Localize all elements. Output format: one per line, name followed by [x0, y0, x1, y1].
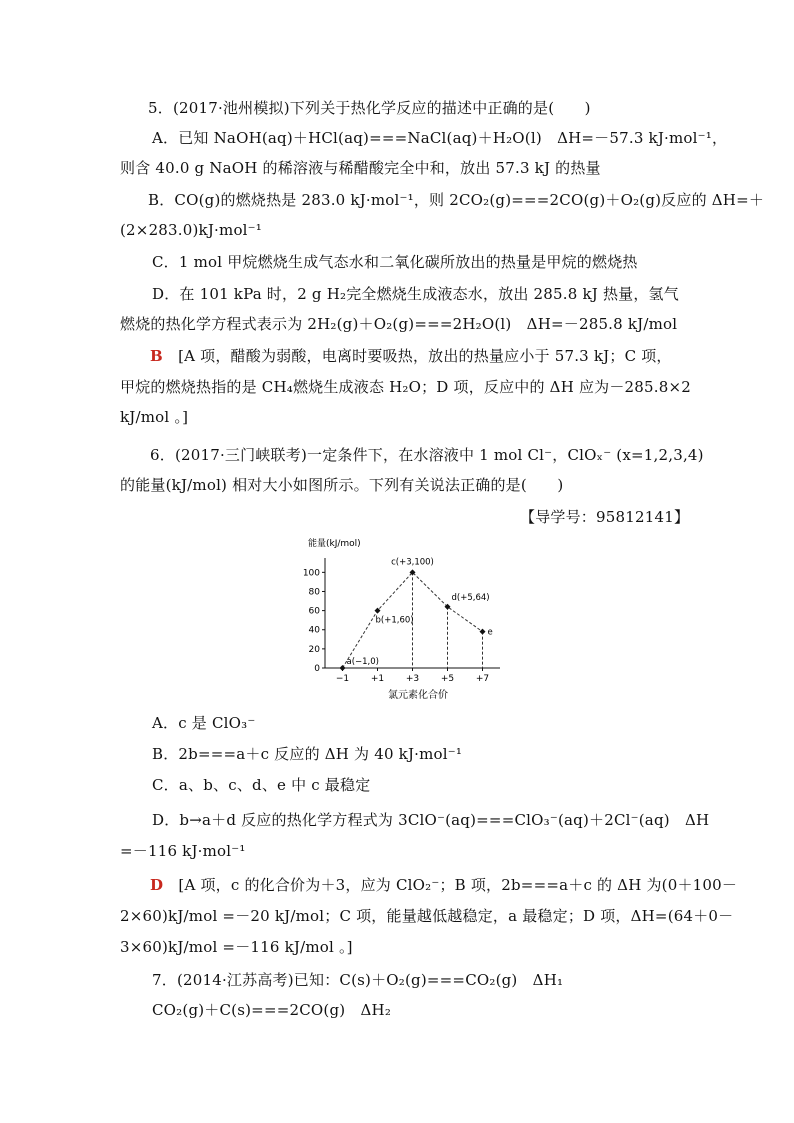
q6-explanation-line1 [150, 875, 737, 895]
data-label-a: a(−1,0) [346, 657, 379, 667]
q6-explanation-line3: 3×60)kJ/mol =－116 kJ/mol 。] [120, 938, 353, 956]
data-label-e: e [487, 627, 493, 638]
data-label-c: c(+3,100) [391, 557, 434, 568]
y-tick-label: 100 [302, 568, 320, 579]
x-tick-label: +3 [405, 674, 420, 684]
q5-answer-letter: B [150, 347, 163, 365]
q7-equation-2: CO₂(g)＋C(s)===2CO(g) ΔH₂ [152, 1001, 392, 1019]
x-tick-label: +7 [475, 674, 490, 684]
q5-explanation-text1: [A 项，醋酸为弱酸，电离时要吸热，放出的热量应小于 57.3 kJ；C 项， [178, 347, 672, 365]
q5-explanation-line1 [150, 346, 672, 366]
q7-stem: 7．(2014·江苏高考)已知：C(s)＋O₂(g)===CO₂(g) ΔH₁ [152, 971, 564, 989]
q5-option-c: C．1 mol 甲烷燃烧生成气态水和二氧化碳所放出的热量是甲烷的燃烧热 [152, 253, 638, 271]
y-tick-label: 0 [314, 664, 320, 674]
q6-explanation-text1: [A 项，c 的化合价为＋3，应为 ClO₂⁻；B 项，2b===a＋c 的 ΔH 为(0＋100－ [178, 876, 738, 894]
q6-option-b: B．2b===a＋c 反应的 ΔH 为 40 kJ·mol⁻¹ [152, 745, 463, 763]
q5-explanation-line3: kJ/mol 。] [120, 408, 189, 426]
x-tick-label: +5 [440, 674, 455, 684]
q5-option-a-line1: A．已知 NaOH(aq)＋HCl(aq)===NaCl(aq)＋H₂O(l) ΔH=－57.3 kJ·mol⁻¹， [152, 129, 728, 147]
q6-stem-line1: 6．(2017·三门峡联考)一定条件下，在水溶液中 1 mol Cl⁻，ClOₓ⁻ (x=1,2,3,4) [150, 446, 704, 464]
q5-option-d-line2: 燃烧的热化学方程式表示为 2H₂(g)＋O₂(g)===2H₂O(l) ΔH=－285.8 kJ/mol [120, 315, 678, 333]
x-tick-label: −1 [335, 674, 350, 684]
q5-stem: 5．(2017·池州模拟)下列关于热化学反应的描述中正确的是( ) [148, 99, 591, 117]
q6-option-d-line1: D．b→a＋d 反应的热化学方程式为 3ClO⁻(aq)===ClO₃⁻(aq)＋2Cl⁻(aq) ΔH [152, 811, 710, 829]
q5-option-b-line2: (2×283.0)kJ·mol⁻¹ [120, 221, 263, 239]
q6-answer-letter: D [150, 876, 164, 894]
energy-chart [300, 530, 520, 705]
data-label-b: b(+1,60) [375, 615, 414, 626]
y-tick-label: 40 [308, 625, 320, 636]
q5-explanation-line2: 甲烷的燃烧热指的是 CH₄燃烧生成液态 H₂O；D 项，反应中的 ΔH 应为－285.8×2 [120, 378, 691, 396]
y-tick-label: 20 [308, 644, 320, 655]
q5-option-a-line2: 则含 40.0 g NaOH 的稀溶液与稀醋酸完全中和，放出 57.3 kJ 的热量 [120, 159, 601, 177]
q6-option-a: A．c 是 ClO₃⁻ [152, 714, 256, 732]
chart-ylabel: 能量(kJ/mol) [308, 539, 361, 549]
q5-option-d-line1: D．在 101 kPa 时，2 g H₂完全燃烧生成液态水，放出 285.8 kJ 热量，氢气 [152, 285, 679, 303]
x-tick-label: +1 [370, 674, 385, 684]
q5-option-b-line1: B．CO(g)的燃烧热是 283.0 kJ·mol⁻¹，则 2CO₂(g)===2CO(g)＋O₂(g)反应的 ΔH=＋ [148, 191, 765, 209]
y-tick-label: 80 [308, 587, 320, 598]
energy-chart-svg [300, 530, 520, 705]
q6-option-d-line2: =－116 kJ·mol⁻¹ [120, 842, 246, 860]
q6-stem-line2: 的能量(kJ/mol) 相对大小如图所示。下列有关说法正确的是( ) [120, 476, 564, 494]
data-point-a [340, 665, 346, 671]
q6-reference-number: 【导学号：95812141】 [520, 508, 690, 526]
data-label-d: d(+5,64) [451, 592, 490, 603]
q6-option-c: C．a、b、c、d、e 中 c 最稳定 [152, 776, 371, 794]
q6-explanation-line2: 2×60)kJ/mol =－20 kJ/mol；C 项，能量越低越稳定，a 最稳定；D 项，ΔH=(64＋0－ [120, 907, 734, 925]
data-point-e [480, 629, 486, 635]
chart-xlabel: 氯元素化合价 [388, 690, 448, 701]
y-tick-label: 60 [308, 606, 320, 617]
